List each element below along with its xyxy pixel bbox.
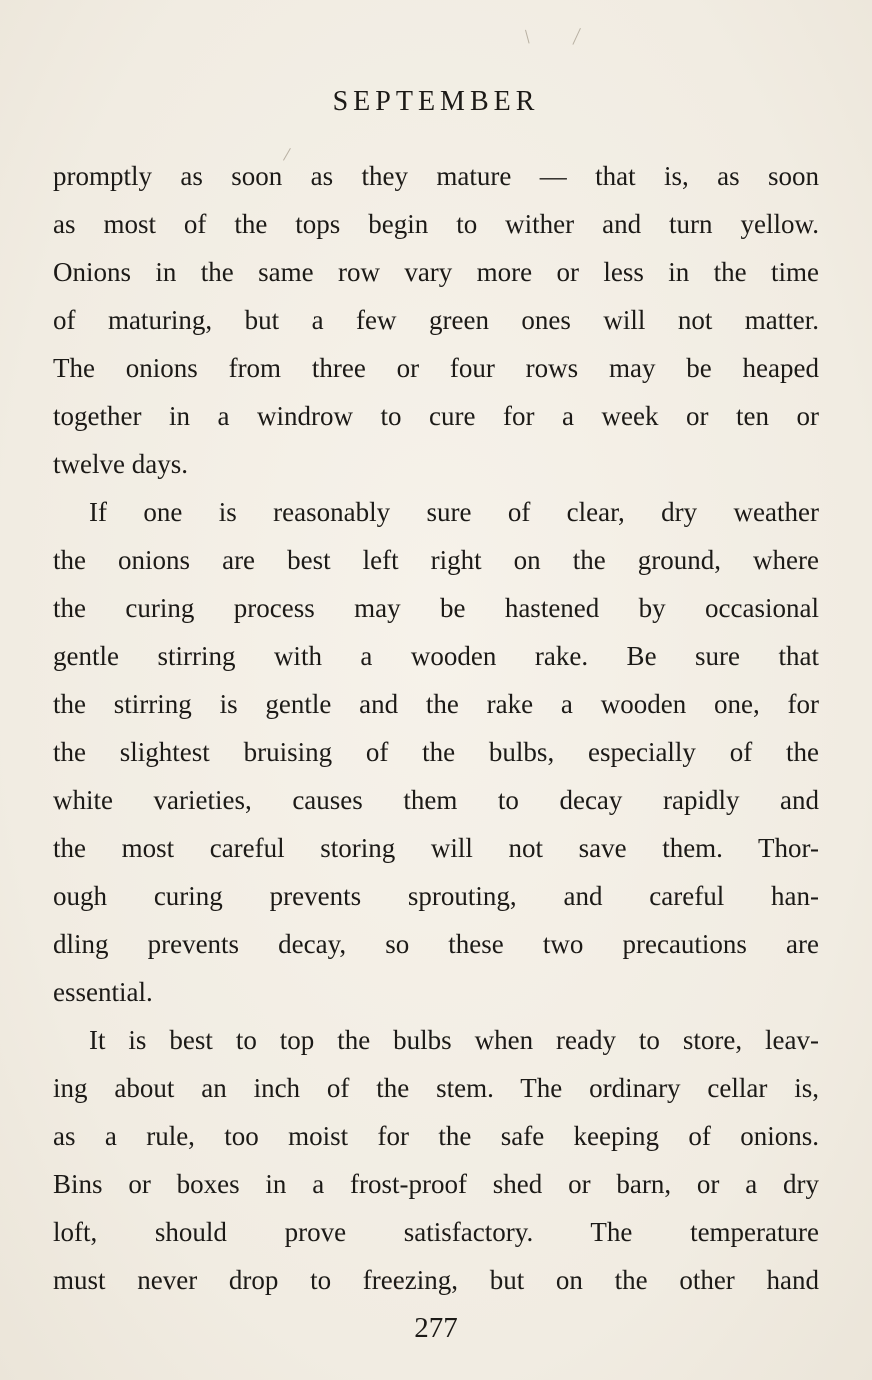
text-line: the curing process may be hastened by occasional xyxy=(53,593,819,623)
text-line: loft, should prove satisfactory. The temperature xyxy=(53,1217,819,1247)
text-line: as a rule, too moist for the safe keeping of onions. xyxy=(53,1121,819,1151)
text-line: Onions in the same row vary more or less in the time xyxy=(53,257,819,287)
text-line: promptly as soon as they mature — that is, as soon xyxy=(53,161,819,191)
text-line: of maturing, but a few green ones will not matter. xyxy=(53,305,819,335)
text-line: white varieties, causes them to decay rapidly and xyxy=(53,785,819,815)
page-number: 277 xyxy=(414,1312,458,1344)
page-body-text xyxy=(53,152,819,1304)
text-line: the onions are best left right on the ground, where xyxy=(53,545,819,575)
text-line: The onions from three or four rows may be heaped xyxy=(53,353,819,383)
paragraph-end-line: twelve days. xyxy=(53,449,188,479)
paragraph-end-line: essential. xyxy=(53,977,153,1007)
paragraph-start-line: It is best to top the bulbs when ready to store, leav- xyxy=(89,1025,819,1055)
text-line: together in a windrow to cure for a week or ten or xyxy=(53,401,819,431)
text-line: must never drop to freezing, but on the other hand xyxy=(53,1265,819,1295)
running-head: SEPTEMBER xyxy=(332,86,540,117)
text-line: the stirring is gentle and the rake a wooden one, for xyxy=(53,689,819,719)
text-line: the most careful storing will not save them. Thor- xyxy=(53,833,819,863)
paragraph-start-line: If one is reasonably sure of clear, dry weather xyxy=(89,497,819,527)
text-line: Bins or boxes in a frost-proof shed or barn, or a dry xyxy=(53,1169,819,1199)
text-line: the slightest bruising of the bulbs, especially of the xyxy=(53,737,819,767)
text-line: dling prevents decay, so these two precautions are xyxy=(53,929,819,959)
text-line: ing about an inch of the stem. The ordinary cellar is, xyxy=(53,1073,819,1103)
text-line: as most of the tops begin to wither and turn yellow. xyxy=(53,209,819,239)
paper-mark-top-right xyxy=(572,28,581,45)
text-line: ough curing prevents sprouting, and careful han- xyxy=(53,881,819,911)
paper-mark-top xyxy=(525,30,530,44)
text-line: gentle stirring with a wooden rake. Be sure that xyxy=(53,641,819,671)
